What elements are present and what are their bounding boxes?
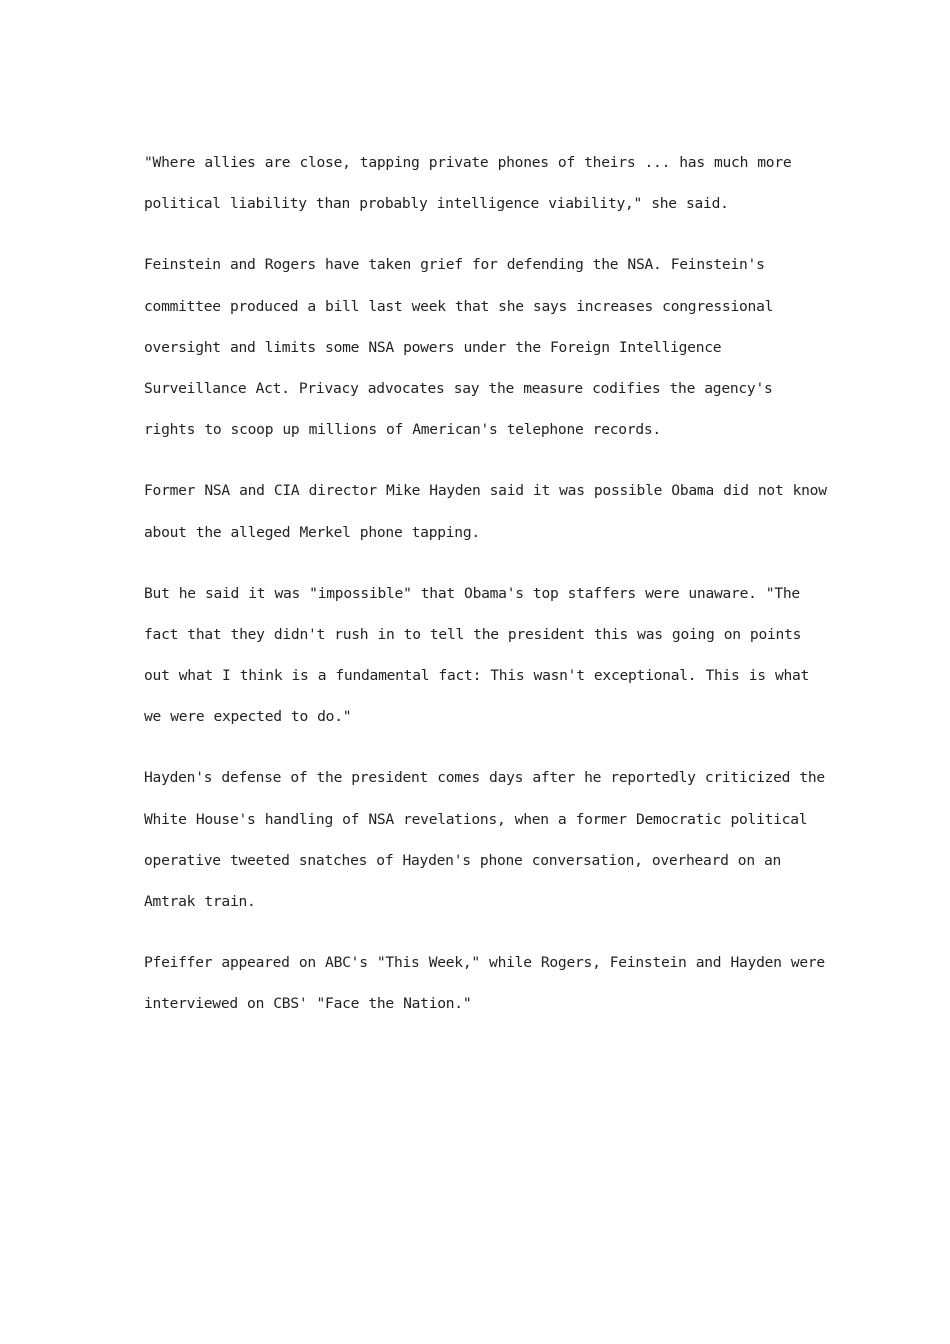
- paragraph-line: about the alleged Merkel phone tapping.: [144, 523, 480, 541]
- paragraph-line: operative tweeted snatches of Hayden's phone conversation, overheard on an: [144, 851, 782, 869]
- paragraph-line: Amtrak train.: [144, 893, 256, 910]
- paragraph-impossible-quote: [144, 573, 824, 738]
- paragraph-line: fact that they didn't rush in to tell the president this was going on points: [144, 625, 802, 643]
- paragraph-hayden-defense: [144, 757, 824, 922]
- paragraph-feinstein-rogers: [144, 244, 824, 450]
- paragraph-line: "Where allies are close, tapping private phones of theirs ... has much more: [144, 154, 792, 171]
- paragraph-line: Hayden's defense of the president comes days after he reportedly criticized the: [144, 769, 825, 787]
- paragraph-line: White House's handling of NSA revelations, when a former Democratic political: [144, 810, 808, 828]
- paragraph-hayden-possible: [144, 470, 827, 552]
- paragraph-line: Pfeiffer appeared on ABC's "This Week," while Rogers, Feinstein and Hayden were: [144, 954, 825, 972]
- paragraph-line: But he said it was "impossible" that Obama's top staffers were unaware. "The: [144, 584, 800, 602]
- paragraph-line: Feinstein and Rogers have taken grief for defending the NSA. Feinstein's: [144, 256, 765, 274]
- paragraph-line: Surveillance Act. Privacy advocates say the measure codifies the agency's: [144, 379, 773, 397]
- paragraph-line: interviewed on CBS' "Face the Nation.": [144, 995, 472, 1013]
- paragraph-line: out what I think is a fundamental fact: This wasn't exceptional. This is what: [144, 667, 810, 685]
- paragraph-line: rights to scoop up millions of American's telephone records.: [144, 421, 661, 439]
- paragraph-line: we were expected to do.": [144, 708, 352, 726]
- article-body: [144, 142, 827, 1045]
- paragraph-line: Former NSA and CIA director Mike Hayden said it was possible Obama did not know: [144, 482, 827, 500]
- paragraph-line: political liability than probably intelligence viability," she said.: [144, 195, 729, 213]
- paragraph-pfeiffer: [144, 942, 824, 1024]
- paragraph-line: oversight and limits some NSA powers under the Foreign Intelligence: [144, 338, 722, 356]
- paragraph-allies-quote: [144, 142, 824, 224]
- paragraph-line: committee produced a bill last week that she says increases congressional: [144, 297, 774, 315]
